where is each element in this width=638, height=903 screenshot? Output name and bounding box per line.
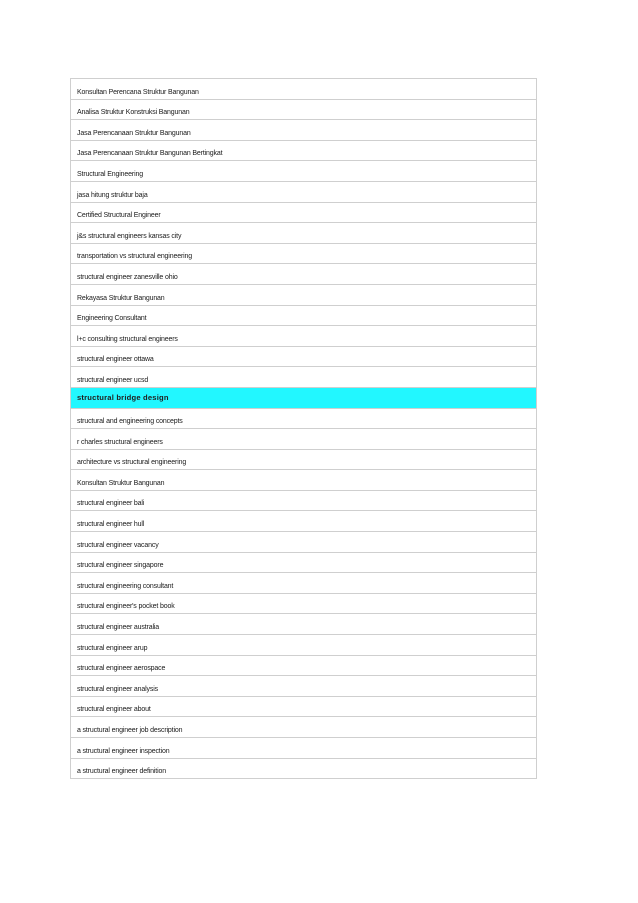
table-row (71, 347, 536, 368)
table-row-highlighted (71, 388, 536, 409)
table-row (71, 326, 536, 347)
keyword-table (70, 78, 537, 779)
table-row (71, 697, 536, 718)
row-text: structural engineer aerospace (77, 665, 166, 673)
table-row (71, 717, 536, 738)
row-text: structural engineer's pocket book (77, 603, 175, 611)
row-text: structural engineer australia (77, 624, 160, 632)
table-row (71, 203, 536, 224)
table-row (71, 100, 536, 121)
table-row (71, 285, 536, 306)
row-text: structural engineering consultant (77, 582, 174, 590)
row-text: Konsultan Struktur Bangunan (77, 479, 165, 487)
table-row (71, 738, 536, 759)
row-text: structural bridge design (77, 393, 169, 403)
table-row (71, 244, 536, 265)
table-row (71, 573, 536, 594)
row-text: structural engineer arup (77, 644, 148, 652)
table-row (71, 306, 536, 327)
row-text: architecture vs structural engineering (77, 459, 187, 467)
table-row (71, 182, 536, 203)
row-text: transportation vs structural engineering (77, 253, 193, 261)
row-text: structural and engineering concepts (77, 418, 183, 426)
row-text: a structural engineer inspection (77, 747, 170, 755)
row-text: Jasa Perencanaan Struktur Bangunan (77, 129, 191, 137)
row-text: Analisa Struktur Konstruksi Bangunan (77, 109, 190, 117)
row-text: structural engineer analysis (77, 685, 159, 693)
table-row (71, 491, 536, 512)
row-text: a structural engineer job description (77, 727, 183, 734)
row-text: structural engineer singapore (77, 562, 164, 570)
table-row (71, 511, 536, 532)
row-text: structural engineer ucsd (77, 376, 149, 384)
row-text: structural engineer zanesville ohio (77, 273, 178, 281)
row-text: j&s structural engineers kansas city (77, 232, 182, 240)
row-text: Rekayasa Struktur Bangunan (77, 294, 165, 302)
row-text: jasa hitung struktur baja (77, 191, 148, 199)
table-row (71, 223, 536, 244)
table-row (71, 759, 536, 780)
table-row (71, 141, 536, 162)
row-text: Engineering Consultant (77, 315, 147, 323)
table-row (71, 553, 536, 574)
row-text: Structural Engineering (77, 170, 143, 178)
row-text: structural engineer vacancy (77, 541, 159, 549)
table-row (71, 429, 536, 450)
row-text: r charles structural engineers (77, 438, 163, 446)
table-row (71, 409, 536, 430)
row-text: l+c consulting structural engineers (77, 335, 178, 343)
table-row (71, 450, 536, 471)
table-row (71, 264, 536, 285)
table-row (71, 656, 536, 677)
table-row (71, 79, 536, 100)
row-text: Konsultan Perencana Struktur Bangunan (77, 88, 199, 96)
row-text: structural engineer bali (77, 500, 145, 508)
table-row (71, 676, 536, 697)
row-text: a structural engineer definition (77, 768, 166, 776)
table-row (71, 594, 536, 615)
table-row (71, 532, 536, 553)
table-row (71, 635, 536, 656)
table-row (71, 161, 536, 182)
table-row (71, 367, 536, 388)
row-text: structural engineer ottawa (77, 356, 154, 364)
row-text: structural engineer about (77, 706, 151, 714)
table-row (71, 470, 536, 491)
row-text: Certified Structural Engineer (77, 212, 161, 220)
table-row (71, 614, 536, 635)
row-text: Jasa Perencanaan Struktur Bangunan Bertingkat (77, 150, 223, 158)
row-text: structural engineer hull (77, 521, 145, 529)
table-row (71, 120, 536, 141)
